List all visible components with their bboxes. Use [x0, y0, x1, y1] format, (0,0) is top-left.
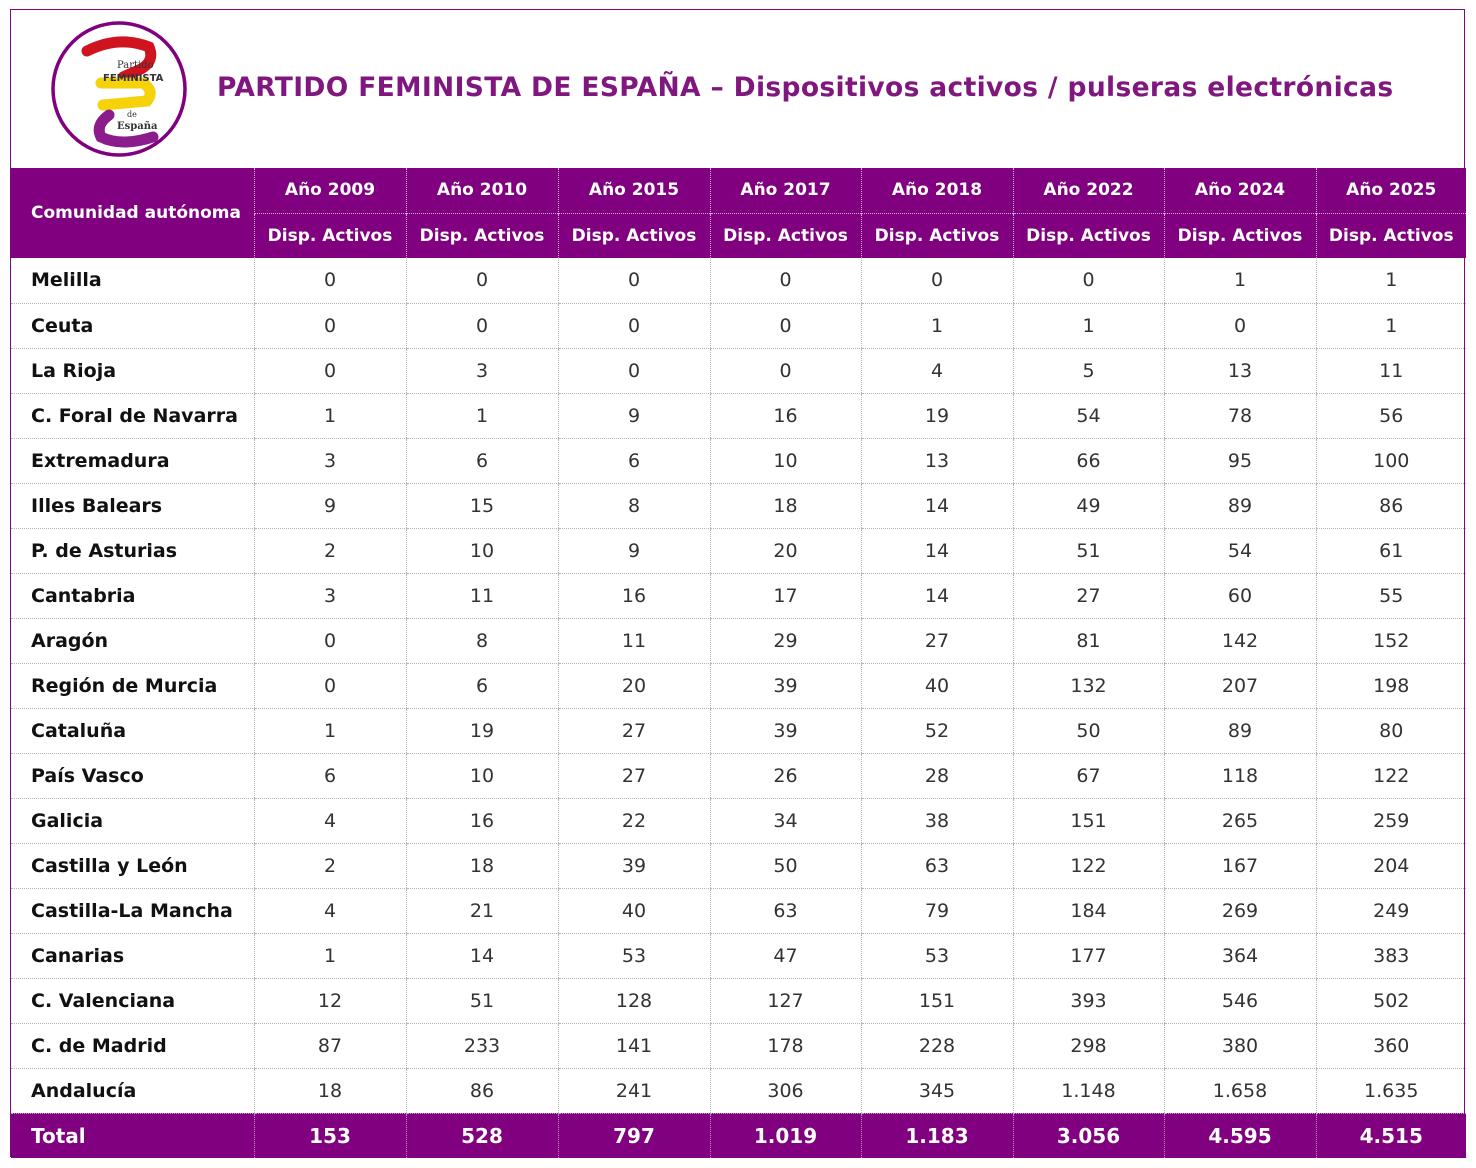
value-cell: 177 [1013, 933, 1164, 978]
value-cell: 6 [406, 663, 558, 708]
value-cell: 0 [254, 348, 406, 393]
year-header: Año 2024 [1164, 168, 1316, 213]
table-row [11, 438, 1466, 483]
value-cell: 1 [254, 393, 406, 438]
value-cell: 259 [1316, 798, 1466, 843]
value-cell: 27 [1013, 573, 1164, 618]
year-header: Año 2022 [1013, 168, 1164, 213]
value-cell: 0 [558, 303, 710, 348]
total-label: Total [11, 1113, 254, 1158]
value-cell: 27 [558, 708, 710, 753]
table-row [11, 528, 1466, 573]
value-cell: 0 [558, 258, 710, 303]
value-cell: 18 [254, 1068, 406, 1113]
value-cell: 241 [558, 1068, 710, 1113]
value-cell: 0 [861, 258, 1013, 303]
table-row [11, 798, 1466, 843]
region-name: Canarias [11, 933, 254, 978]
value-cell: 1 [406, 393, 558, 438]
report-frame [10, 9, 1465, 1157]
value-cell: 63 [861, 843, 1013, 888]
value-cell: 26 [710, 753, 861, 798]
region-name: C. Foral de Navarra [11, 393, 254, 438]
value-cell: 345 [861, 1068, 1013, 1113]
value-cell: 0 [406, 258, 558, 303]
value-cell: 1 [1316, 258, 1466, 303]
value-cell: 53 [558, 933, 710, 978]
region-name: Andalucía [11, 1068, 254, 1113]
value-cell: 141 [558, 1023, 710, 1068]
region-name: C. Valenciana [11, 978, 254, 1023]
value-cell: 47 [710, 933, 861, 978]
value-cell: 9 [558, 393, 710, 438]
region-name: La Rioja [11, 348, 254, 393]
value-cell: 10 [406, 753, 558, 798]
value-cell: 28 [861, 753, 1013, 798]
region-name: Castilla-La Mancha [11, 888, 254, 933]
value-cell: 51 [406, 978, 558, 1023]
value-cell: 3 [254, 438, 406, 483]
region-column-header: Comunidad autónoma [11, 168, 254, 258]
value-cell: 16 [558, 573, 710, 618]
value-cell: 228 [861, 1023, 1013, 1068]
value-cell: 60 [1164, 573, 1316, 618]
value-cell: 142 [1164, 618, 1316, 663]
value-cell: 50 [710, 843, 861, 888]
value-cell: 79 [861, 888, 1013, 933]
value-cell: 184 [1013, 888, 1164, 933]
value-cell: 13 [861, 438, 1013, 483]
value-cell: 364 [1164, 933, 1316, 978]
value-cell: 167 [1164, 843, 1316, 888]
report-header [11, 10, 1464, 168]
value-cell: 39 [558, 843, 710, 888]
value-cell: 11 [406, 573, 558, 618]
region-name: Región de Murcia [11, 663, 254, 708]
value-cell: 61 [1316, 528, 1466, 573]
value-cell: 14 [406, 933, 558, 978]
value-cell: 233 [406, 1023, 558, 1068]
value-cell: 54 [1164, 528, 1316, 573]
value-cell: 39 [710, 708, 861, 753]
svg-text:España: España [117, 121, 158, 132]
value-cell: 4 [254, 888, 406, 933]
value-cell: 1.148 [1013, 1068, 1164, 1113]
value-cell: 40 [861, 663, 1013, 708]
value-cell: 20 [710, 528, 861, 573]
disp-activos-header: Disp. Activos [710, 213, 861, 258]
value-cell: 1 [254, 933, 406, 978]
region-name: Cataluña [11, 708, 254, 753]
total-value-cell: 153 [254, 1113, 406, 1158]
value-cell: 87 [254, 1023, 406, 1068]
disp-activos-header: Disp. Activos [1164, 213, 1316, 258]
value-cell: 29 [710, 618, 861, 663]
table-row [11, 888, 1466, 933]
devices-table [11, 168, 1466, 1158]
value-cell: 122 [1013, 843, 1164, 888]
value-cell: 17 [710, 573, 861, 618]
table-row [11, 753, 1466, 798]
disp-activos-header: Disp. Activos [1316, 213, 1466, 258]
value-cell: 53 [861, 933, 1013, 978]
value-cell: 81 [1013, 618, 1164, 663]
value-cell: 1 [861, 303, 1013, 348]
value-cell: 118 [1164, 753, 1316, 798]
table-row [11, 978, 1466, 1023]
value-cell: 0 [254, 618, 406, 663]
value-cell: 1 [1164, 258, 1316, 303]
value-cell: 95 [1164, 438, 1316, 483]
value-cell: 40 [558, 888, 710, 933]
value-cell: 67 [1013, 753, 1164, 798]
value-cell: 178 [710, 1023, 861, 1068]
value-cell: 19 [861, 393, 1013, 438]
disp-activos-header: Disp. Activos [254, 213, 406, 258]
value-cell: 393 [1013, 978, 1164, 1023]
value-cell: 11 [558, 618, 710, 663]
value-cell: 198 [1316, 663, 1466, 708]
value-cell: 55 [1316, 573, 1466, 618]
table-row [11, 573, 1466, 618]
value-cell: 78 [1164, 393, 1316, 438]
region-name: Cantabria [11, 573, 254, 618]
year-header-row [11, 168, 1466, 213]
table-row [11, 1068, 1466, 1113]
value-cell: 2 [254, 528, 406, 573]
value-cell: 546 [1164, 978, 1316, 1023]
value-cell: 19 [406, 708, 558, 753]
value-cell: 18 [406, 843, 558, 888]
value-cell: 0 [558, 348, 710, 393]
value-cell: 27 [861, 618, 1013, 663]
disp-activos-header: Disp. Activos [406, 213, 558, 258]
value-cell: 39 [710, 663, 861, 708]
value-cell: 1 [1316, 303, 1466, 348]
value-cell: 27 [558, 753, 710, 798]
value-cell: 207 [1164, 663, 1316, 708]
table-row [11, 483, 1466, 528]
value-cell: 0 [710, 258, 861, 303]
table-row [11, 843, 1466, 888]
total-value-cell: 528 [406, 1113, 558, 1158]
value-cell: 22 [558, 798, 710, 843]
table-row [11, 933, 1466, 978]
value-cell: 151 [1013, 798, 1164, 843]
year-header: Año 2015 [558, 168, 710, 213]
total-value-cell: 797 [558, 1113, 710, 1158]
value-cell: 80 [1316, 708, 1466, 753]
value-cell: 380 [1164, 1023, 1316, 1068]
party-logo [51, 21, 187, 157]
value-cell: 128 [558, 978, 710, 1023]
value-cell: 54 [1013, 393, 1164, 438]
value-cell: 15 [406, 483, 558, 528]
total-value-cell: 1.183 [861, 1113, 1013, 1158]
value-cell: 249 [1316, 888, 1466, 933]
table-row [11, 258, 1466, 303]
value-cell: 86 [1316, 483, 1466, 528]
region-name: C. de Madrid [11, 1023, 254, 1068]
year-header: Año 2017 [710, 168, 861, 213]
value-cell: 34 [710, 798, 861, 843]
year-header: Año 2009 [254, 168, 406, 213]
value-cell: 152 [1316, 618, 1466, 663]
value-cell: 5 [1013, 348, 1164, 393]
value-cell: 122 [1316, 753, 1466, 798]
table-row [11, 1023, 1466, 1068]
value-cell: 4 [254, 798, 406, 843]
value-cell: 66 [1013, 438, 1164, 483]
value-cell: 11 [1316, 348, 1466, 393]
value-cell: 63 [710, 888, 861, 933]
region-name: Illes Balears [11, 483, 254, 528]
region-name: Castilla y León [11, 843, 254, 888]
value-cell: 1.658 [1164, 1068, 1316, 1113]
value-cell: 502 [1316, 978, 1466, 1023]
table-row [11, 393, 1466, 438]
value-cell: 0 [254, 303, 406, 348]
value-cell: 2 [254, 843, 406, 888]
value-cell: 14 [861, 573, 1013, 618]
value-cell: 12 [254, 978, 406, 1023]
table-body [11, 258, 1466, 1113]
value-cell: 56 [1316, 393, 1466, 438]
value-cell: 89 [1164, 708, 1316, 753]
value-cell: 14 [861, 528, 1013, 573]
value-cell: 204 [1316, 843, 1466, 888]
value-cell: 0 [254, 258, 406, 303]
value-cell: 4 [861, 348, 1013, 393]
disp-activos-header: Disp. Activos [558, 213, 710, 258]
value-cell: 16 [710, 393, 861, 438]
value-cell: 0 [1164, 303, 1316, 348]
value-cell: 14 [861, 483, 1013, 528]
value-cell: 360 [1316, 1023, 1466, 1068]
value-cell: 51 [1013, 528, 1164, 573]
value-cell: 6 [558, 438, 710, 483]
region-name: País Vasco [11, 753, 254, 798]
value-cell: 89 [1164, 483, 1316, 528]
value-cell: 0 [254, 663, 406, 708]
region-name: Galicia [11, 798, 254, 843]
value-cell: 9 [558, 528, 710, 573]
value-cell: 151 [861, 978, 1013, 1023]
svg-text:Partido: Partido [117, 60, 154, 71]
region-name: Melilla [11, 258, 254, 303]
value-cell: 10 [710, 438, 861, 483]
table-row [11, 618, 1466, 663]
table-row [11, 303, 1466, 348]
value-cell: 8 [558, 483, 710, 528]
year-header: Año 2025 [1316, 168, 1466, 213]
value-cell: 13 [1164, 348, 1316, 393]
value-cell: 52 [861, 708, 1013, 753]
value-cell: 49 [1013, 483, 1164, 528]
value-cell: 1 [254, 708, 406, 753]
year-header: Año 2010 [406, 168, 558, 213]
value-cell: 0 [710, 348, 861, 393]
table-row [11, 348, 1466, 393]
value-cell: 0 [710, 303, 861, 348]
value-cell: 132 [1013, 663, 1164, 708]
value-cell: 18 [710, 483, 861, 528]
value-cell: 6 [406, 438, 558, 483]
value-cell: 269 [1164, 888, 1316, 933]
value-cell: 306 [710, 1068, 861, 1113]
total-value-cell: 4.595 [1164, 1113, 1316, 1158]
region-name: P. de Asturias [11, 528, 254, 573]
value-cell: 0 [406, 303, 558, 348]
year-header: Año 2018 [861, 168, 1013, 213]
svg-text:FEMINISTA: FEMINISTA [103, 73, 164, 84]
value-cell: 265 [1164, 798, 1316, 843]
value-cell: 21 [406, 888, 558, 933]
value-cell: 100 [1316, 438, 1466, 483]
region-name: Ceuta [11, 303, 254, 348]
value-cell: 3 [254, 573, 406, 618]
value-cell: 9 [254, 483, 406, 528]
region-name: Aragón [11, 618, 254, 663]
value-cell: 50 [1013, 708, 1164, 753]
value-cell: 298 [1013, 1023, 1164, 1068]
svg-text:de: de [127, 110, 137, 119]
disp-activos-header: Disp. Activos [1013, 213, 1164, 258]
table-row [11, 663, 1466, 708]
value-cell: 3 [406, 348, 558, 393]
table-row [11, 708, 1466, 753]
value-cell: 20 [558, 663, 710, 708]
disp-activos-header: Disp. Activos [861, 213, 1013, 258]
value-cell: 6 [254, 753, 406, 798]
value-cell: 16 [406, 798, 558, 843]
region-name: Extremadura [11, 438, 254, 483]
value-cell: 86 [406, 1068, 558, 1113]
total-row [11, 1113, 1466, 1158]
value-cell: 8 [406, 618, 558, 663]
report-title: PARTIDO FEMINISTA DE ESPAÑA – Dispositivos activos / pulseras electrónicas [217, 72, 1394, 103]
total-value-cell: 1.019 [710, 1113, 861, 1158]
total-value-cell: 3.056 [1013, 1113, 1164, 1158]
value-cell: 10 [406, 528, 558, 573]
value-cell: 0 [1013, 258, 1164, 303]
value-cell: 1.635 [1316, 1068, 1466, 1113]
total-value-cell: 4.515 [1316, 1113, 1466, 1158]
value-cell: 127 [710, 978, 861, 1023]
value-cell: 38 [861, 798, 1013, 843]
value-cell: 1 [1013, 303, 1164, 348]
value-cell: 383 [1316, 933, 1466, 978]
